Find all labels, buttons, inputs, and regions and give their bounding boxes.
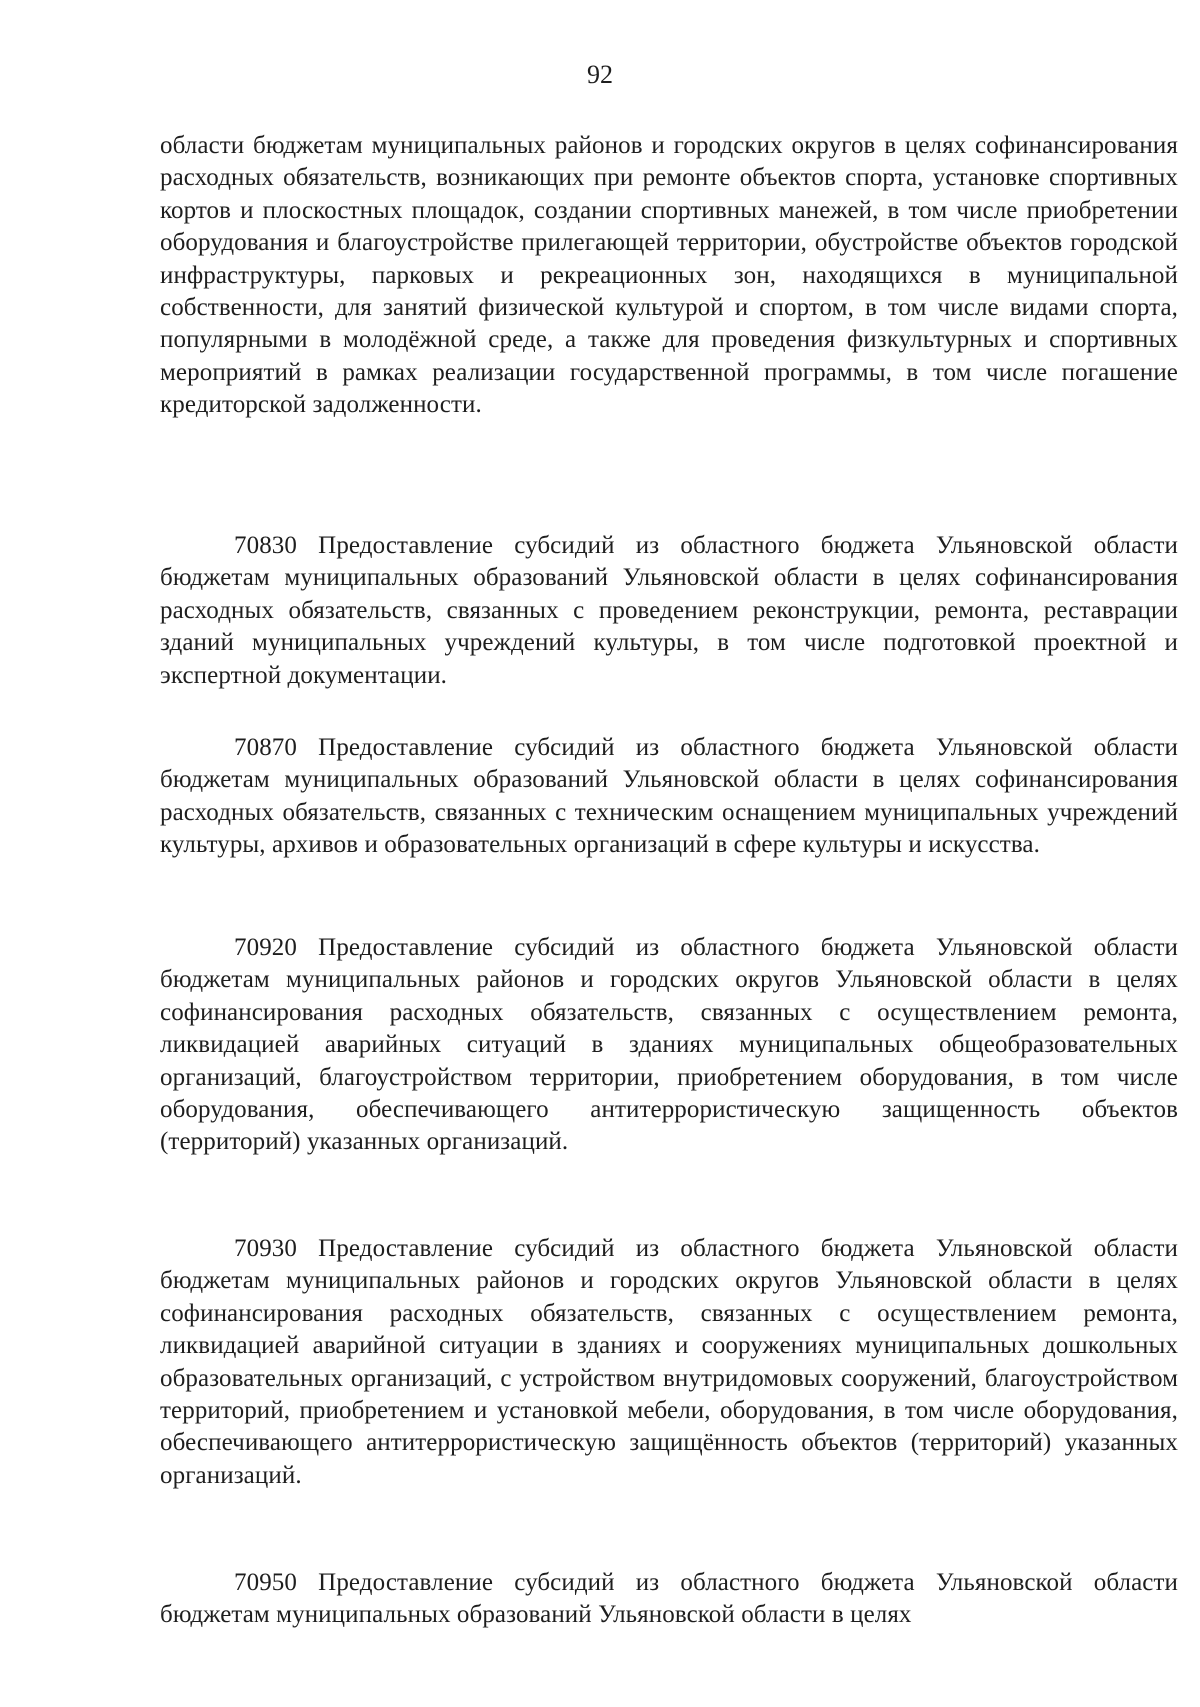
paragraph-70930 bbox=[160, 1233, 1178, 1492]
paragraph-text: 70830 Предоставление субсидий из областного бюджета Ульяновской области бюджетам муниципальных образований Ульяновской области в целях софинансирования расходных обязательств, связанных с проведением реконструкции, ремонта, реставрации зданий муниципальных учреждений культуры, в том числе подготовкой проектной и экспертной документации. bbox=[160, 532, 1178, 689]
paragraph-text: 70920 Предоставление субсидий из областного бюджета Ульяновской области бюджетам муниципальных районов и городских округов Ульяновской области в целях софинансирования расходных обязательств, связанных с осуществлением ремонта, ликвидацией аварийных ситуаций в зданиях муниципальных общеобразовательных организаций, благоустройством территории, приобретением оборудования, в том числе оборудования, обеспечивающего антитеррористическую защищенность объектов (территорий) указанных организаций. bbox=[160, 934, 1178, 1156]
paragraph-70920 bbox=[160, 932, 1178, 1159]
paragraph-text: области бюджетам муниципальных районов и городских округов в целях софинансирования расходных обязательств, возникающих при ремонте объектов спорта, установке спортивных кортов и плоскостных площадок, создании спортивных манежей, в том числе приобретении оборудования и благоустройстве прилегающей территории, обустройстве объектов городской инфраструктуры, парковых и рекреационных зон, находящихся в муниципальной собственности, для занятий физической культурой и спортом, в том числе видами спорта, популярными в молодёжной среде, а также для проведения физкультурных и спортивных мероприятий в рамках реализации государственной программы, в том числе погашение кредиторской задолженности. bbox=[160, 132, 1178, 419]
page-number: 92 bbox=[587, 60, 613, 89]
paragraph-70870 bbox=[160, 732, 1178, 862]
paragraph-continuation bbox=[160, 130, 1178, 422]
paragraph-text: 70950 Предоставление субсидий из областного бюджета Ульяновской области бюджетам муниципальных образований Ульяновской области в целях bbox=[160, 1569, 1178, 1629]
paragraph-text: 70870 Предоставление субсидий из областного бюджета Ульяновской области бюджетам муниципальных образований Ульяновской области в целях софинансирования расходных обязательств, связанных с техническим оснащением муниципальных учреждений культуры, архивов и образовательных организаций в сфере культуры и искусства. bbox=[160, 734, 1178, 859]
paragraph-text: 70930 Предоставление субсидий из областного бюджета Ульяновской области бюджетам муниципальных районов и городских округов Ульяновской области в целях софинансирования расходных обязательств, связанных с осуществлением ремонта, ликвидацией аварийной ситуации в зданиях и сооружениях муниципальных дошкольных образовательных организаций, с устройством внутридомовых сооружений, благоустройством территорий, приобретением и установкой мебели, оборудования, в том числе оборудования, обеспечивающего антитеррористическую защищённость объектов (территорий) указанных организаций. bbox=[160, 1235, 1178, 1489]
paragraph-70830 bbox=[160, 530, 1178, 692]
paragraph-70950 bbox=[160, 1567, 1178, 1632]
